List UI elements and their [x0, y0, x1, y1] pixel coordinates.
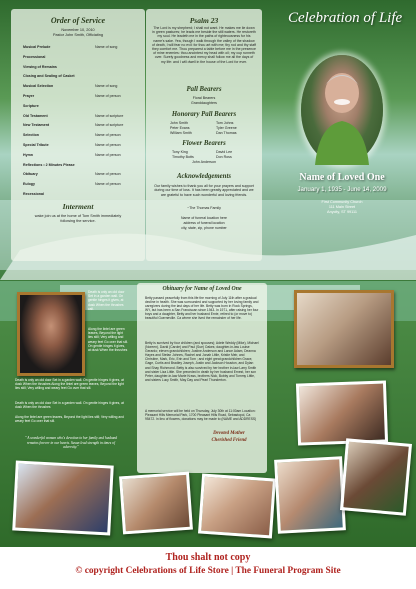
- interment-text: wake join us at the home of Tom Smith immediately following the service.: [34, 214, 122, 223]
- honorary-name: Peter Evans: [170, 125, 190, 130]
- service-row-label: Old Testament: [23, 113, 48, 118]
- honorary-name: Tom Johns: [216, 121, 234, 125]
- poem-more: Death is only an old door Set in a garden wall. On gentle hinges it gives, at dusk When the thrushes Along the lintel are green leaves, Beyond the light lies still; Very willing and weary feet Go over that sill.: [15, 378, 124, 391]
- flower-name: Tony King: [172, 150, 188, 154]
- obituary-heading: Obituary for Name of Loved One: [162, 286, 242, 292]
- service-row-value: Name of person: [95, 143, 121, 147]
- service-row-label: Musical Prelude: [23, 45, 51, 49]
- service-row-label: Selection: [23, 133, 39, 138]
- couple-photo: [296, 380, 388, 445]
- family-smile-photo: [198, 473, 276, 538]
- acknowledgements-text: Our family wishes to thank you all for your prayers and support during our time of loss. It has been greatly appreciated and we are grateful to have such wonderful and loving friends.: [154, 184, 254, 197]
- flower-right: [216, 150, 232, 160]
- service-row-value: Name of song: [95, 84, 118, 89]
- service-row-label: Closing and Sealing of Casket: [23, 74, 75, 79]
- copy-warning: Thou shalt not copy: [165, 552, 251, 563]
- obituary-panel: [137, 283, 267, 473]
- service-row-label: Viewing of Remains: [23, 64, 57, 69]
- copyright-line: © copyright Celebrations of Life Store | The Funeral Program Site: [75, 566, 341, 576]
- interment-heading: Interment: [62, 202, 94, 211]
- poem-more-2: Death is only an old door Set in a garden wall. On gentle hinges it gives, at dusk When the thrushes: [15, 401, 124, 410]
- service-row-value: Name of song: [95, 45, 118, 49]
- psalm-text: The Lord is my shepherd; I shall not want. He makes me lie down in green pastures; he leads me beside the still waters. He restoreth my soul. He leadeth me in the paths of righteousness for his name's sake. Yea, though I walk through the valley of the shadow of death, I will fear no evil: for thou art with me; thy rod and thy staff they comfort me. Thou preparest a table before me in the presence of mine enemies: thou anointest my head with oil; my cup runneth over. Surely goodness and mercy shall follow me all the days of my life: and I will dwell in the house of the Lord for ever.: [152, 26, 257, 64]
- honorary-name: William Smith: [170, 130, 192, 135]
- church-name: First Community Church: [321, 200, 363, 204]
- acknowledgements-sign: ~The Thomas Family: [187, 206, 221, 210]
- flower-name: David Lee: [216, 150, 233, 154]
- service-row-value: Name of scripture: [95, 123, 124, 128]
- flower-name: Timothy Botts: [172, 154, 194, 159]
- inside-right-panel: [146, 9, 262, 261]
- man-portrait-icon: [301, 55, 383, 165]
- obituary-text-3: A memorial service will be held on Thursday, July 30th at 11:00am Location: Pleasant Hills Memorial Park, 1700 Pleasant Hills Road, Sebastopol, Ca 95472. In lieu of flowers, donations may be made to (NAME and ADDRESS): [145, 409, 257, 422]
- church-street: 111 Main Street: [328, 205, 356, 209]
- honorary-name: Dan Thomas: [216, 130, 237, 135]
- church-city: Anycity, ST 99111: [327, 210, 357, 214]
- portrait-woman-frame: [17, 292, 85, 376]
- service-row-value: Name of scripture: [95, 113, 124, 118]
- order-of-service-heading: Order of Service: [50, 16, 106, 25]
- funeral-location-address: address of funeral location: [183, 221, 225, 225]
- women-friends-photo: [274, 456, 346, 533]
- cover-brand: Celebration of Life: [288, 10, 403, 26]
- acknowledgements-heading: Acknowledgements: [177, 173, 231, 180]
- service-date: November 10, 2010: [61, 28, 95, 32]
- flower-bearers-heading: Flower Bearers: [182, 140, 226, 147]
- poem-more-3: Along the lintel are green leaves, Beyond the light lies still; Very willing and weary feet Go over that sill.: [15, 415, 124, 424]
- officiant: Pastor John Smith, Officiating: [53, 33, 103, 37]
- service-row-label: Hymn: [23, 152, 33, 157]
- flower-center: John Anderson: [192, 160, 216, 164]
- funeral-location-city: city, state, zip, phone number: [181, 226, 227, 230]
- family-photo-frame: [294, 290, 394, 368]
- honorary-heading: Honorary Pall Bearers: [171, 111, 237, 118]
- devoted-mother: Devoted Mother: [213, 431, 245, 436]
- flower-left: [172, 150, 194, 160]
- honorary-name: Tyler Greene: [216, 125, 237, 130]
- honorary-left: [170, 121, 192, 135]
- service-row-label: Eulogy: [23, 182, 35, 187]
- funeral-location-name: Name of funeral location here: [181, 216, 227, 220]
- tribute-quote: " A wonderful woman who's devotion to her family and husband remains forever in our hearts. Susan lead strength in times of adversity.": [24, 436, 118, 449]
- obituary-text-1: Betty passed peacefully from this life the morning of July 11th after a gradual decline in health. She was surrounded and supported by her loving family and caregivers during the last days of her life. Betty was born in Rock Springs, WY, but has been a San Franciscan since 1943. In 1971, after raising her four boys and a daughter, Betty and her husband Ernie, retired to (or move to) beautiful Guerneville. Ca where she lived the remainder of her life.: [145, 296, 259, 321]
- service-row-label: Special Tribute: [23, 143, 49, 147]
- service-row-label: Reflections • 2 Minutes Please: [23, 162, 75, 167]
- psalm-heading: Psalm 23: [189, 16, 219, 25]
- mother-children-photo: [119, 472, 193, 535]
- cherished-friend: Cherished Friend: [211, 438, 247, 443]
- service-rows: [23, 45, 141, 205]
- service-row-value: Name of person: [95, 152, 121, 157]
- father-son-photo: [340, 438, 412, 515]
- service-row-label: Processional: [23, 54, 46, 59]
- pall-line-2: Granddaughters: [191, 101, 217, 105]
- honorary-right: [216, 121, 237, 135]
- service-row-value: Name of person: [95, 182, 121, 187]
- honorary-name: John Smith: [170, 121, 188, 125]
- order-of-service-panel: [11, 9, 145, 261]
- cover-portrait: [301, 55, 383, 165]
- poem-top: Death is only an old door Set in a garden wall. On gentle hinges it gives, at dusk When the thrushes call.: [88, 290, 125, 311]
- service-row-label: Obituary: [23, 172, 38, 177]
- cover-location: [270, 200, 414, 215]
- service-row-value: Name of person: [95, 133, 121, 138]
- pall-bearers-heading: Pall Bearers: [186, 86, 222, 93]
- pall-line-1: Floral Bearers: [192, 96, 216, 100]
- life-dates: January 1, 1935 - June 14, 2009: [297, 186, 387, 193]
- service-row-label: Prayer: [23, 94, 35, 98]
- service-row-label: New Testament: [23, 123, 50, 128]
- family-group-photo: [12, 460, 114, 535]
- obituary-text-2: Betty is survived by four children (and spouses); Adele Weddy (Mike), Michael (Noreen), David (Carole) and Paul (Sue) Oakes; daughter-in-law Louise Gerardo; eleven grandchildren; Justine Anderson and Lance Adam, Deanna Hayes and Stefan Johnes, Rachel and Jonah Little, Kristie Meir, and Christine, Mark, Eric, Erin and Tom ; and eight great grandchildren Grace, Gage, Curtis and Bradley Joseph, Justin and Jackson Houston, and Dylan and Shay Richmond. Betty is also survived by her brother in-law Larry Smith and sister Liza Little. She preceded in death by her husband Ernest, her son Peter, daughter-in-law Marie Krass, brothers Nick, Bobby and Tommy Little, and sisters Lucy Smith, May Day and Pearl Thunderton.: [145, 341, 259, 382]
- poem-side: Along the lintel are green leaves, Beyond the light lies still; Very willing and weary feet Go over that sill. On gentle hinges it gives, at dusk When the thrushes: [88, 327, 128, 353]
- loved-one-name: Name of Loved One: [299, 172, 385, 183]
- service-row-label: Musical Selection: [23, 84, 54, 89]
- service-row-label: Recessional: [23, 192, 44, 196]
- service-row-value: Name of person: [95, 172, 121, 177]
- service-row-label: Scripture: [23, 103, 39, 108]
- flower-name: Don Ross: [216, 154, 232, 159]
- service-row-value: Name of person: [95, 94, 121, 98]
